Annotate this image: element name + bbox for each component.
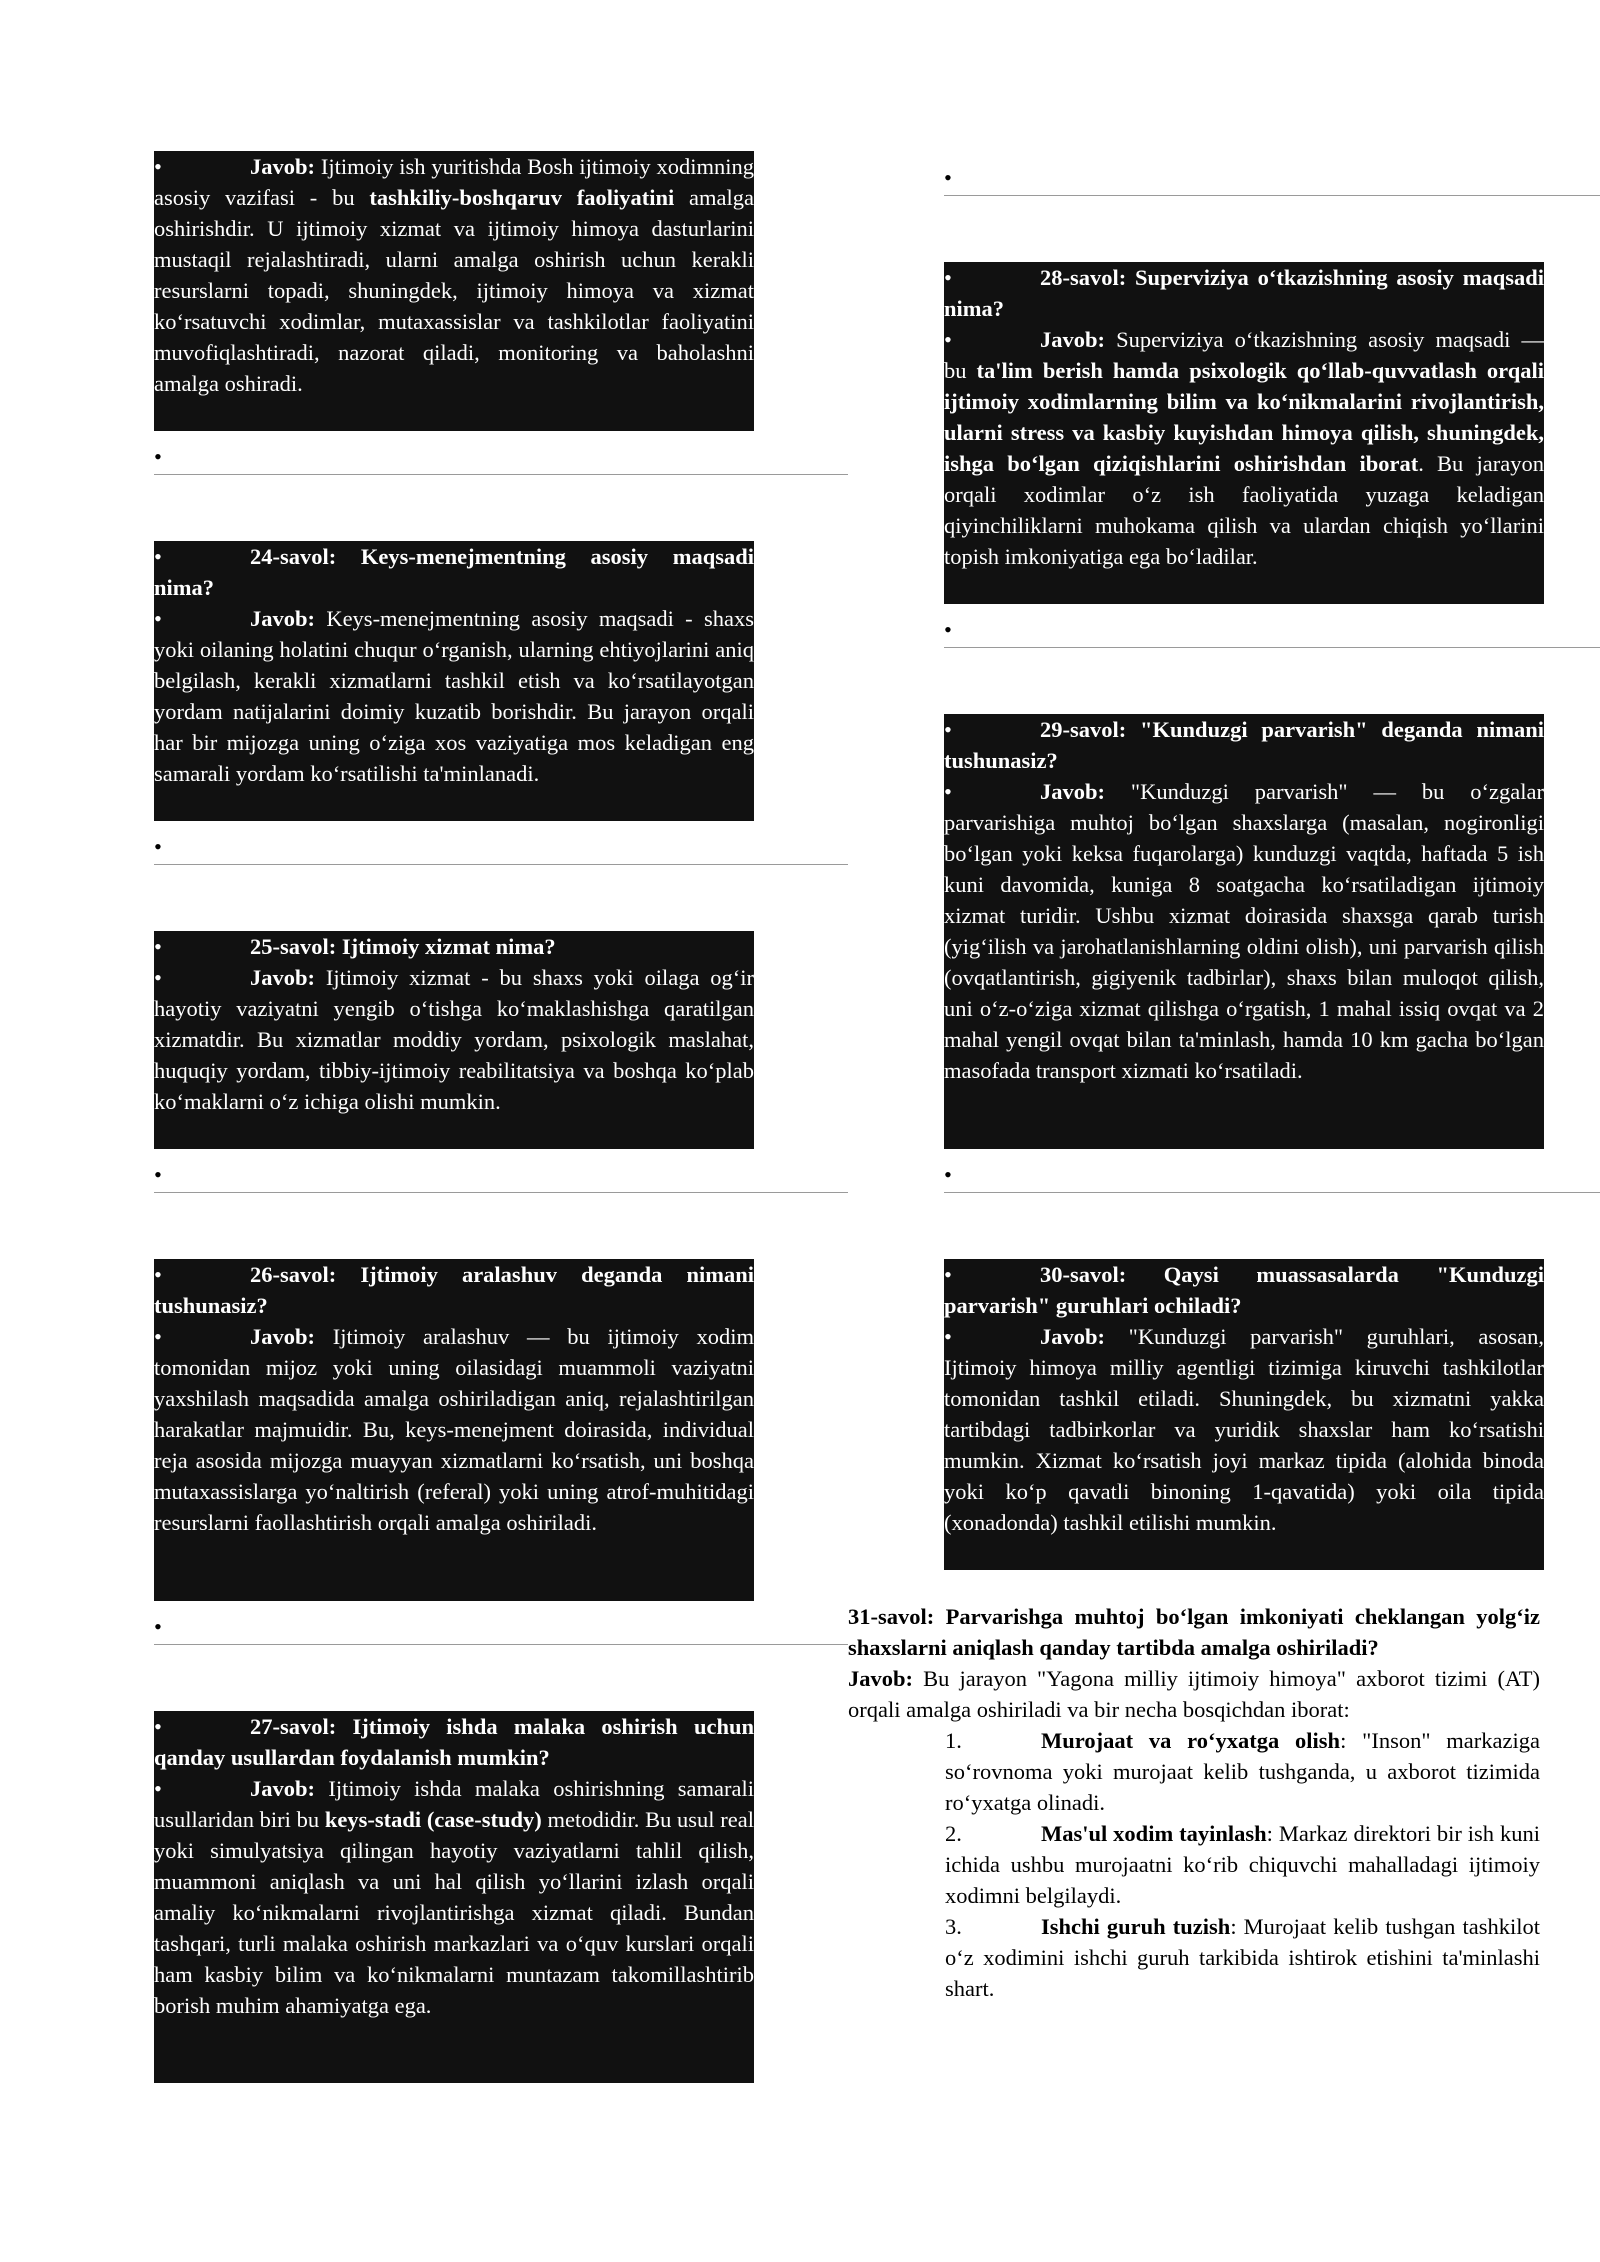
divider — [944, 1192, 1600, 1193]
list-item: 1. Murojaat va ro‘yxatga olish: "Inson" markaziga so‘rovnoma yoki murojaat kelib tushganda, u axborot tizimida ro‘yxatga olinadi. — [945, 1728, 1541, 1815]
qa-block-29 — [944, 714, 1544, 1149]
qa-block-25 — [154, 931, 754, 1149]
answer-block-23 — [154, 151, 754, 431]
answer-26: • Javob: Ijtimoiy aralashuv — bu ijtimoiy xodim tomonidan mijoz yoki uning oilasidagi muammoli vaziyatni yaxshilash maqsadida amalga oshiriladigan aniq, rejalashtirilgan harakatlar majmuidir. Bu, keys-menejment doirasida, individual reja asosida mijozga muayyan xizmatlarni ko‘rsatish, uni boshqa mutaxassislarga yo‘naltirish (referal) yoki uning atrof-muhitidagi resurslarni faollashtirish orqali amalga oshiriladi. — [154, 1324, 754, 1535]
answer-29: • Javob: "Kunduzgi parvarish" — bu o‘zgalar parvarishiga muhtoj bo‘lgan shaxslarga (masalan, nogironligi bo‘lgan yoki keksa fuqarolarga) kunduzgi vaqtda, haftada 5 ish kuni davomida, kuniga 8 soatgacha ko‘rsatiladigan ijtimoiy xizmat turidir. Ushbu xizmat doirasida shaxsga qarab turish (yig‘ilish va jarohatlanishlarning oldini olish), uni parvarish qilish (ovqatlantirish, gigiyenik tadbirlar), shaxs bilan muloqot qilish, uni o‘z-o‘ziga xizmat qilishga o‘rgatish, 1 mahal issiq ovqat va 2 mahal yengil ovqat bilan ta'minlash, hamda 10 km gacha bo‘lgan masofada transport xizmati ko‘rsatiladi. — [944, 779, 1544, 1083]
bullet-separator: • — [154, 1614, 162, 1639]
divider — [154, 1644, 848, 1645]
divider — [944, 647, 1600, 648]
question-27: • 27-savol: Ijtimoiy ishda malaka oshirish uchun qanday usullardan foydalanish mumkin? — [154, 1714, 754, 1770]
bullet-separator: • — [154, 444, 162, 469]
bullet-separator: • — [944, 1162, 952, 1187]
divider — [154, 864, 848, 865]
answer-28: • Javob: Superviziya o‘tkazishning asosiy maqsadi — bu ta'lim berish hamda psixologik qo‘llab-quvvatlash orqali ijtimoiy xodimlarning bilim va ko‘nikmalarini rivojlantirish, ularni stress va kasbiy kuyishdan himoya qilish, shuningdek, ishga bo‘lgan qiziqishlarini oshirishdan iborat. Bu jarayon orqali xodimlar o‘z ish faoliyatida yuzaga keladigan qiyinchiliklarni muhokama qilish va ulardan chiqish yo‘llarini topish imkoniyatiga ega bo‘ladilar. — [944, 327, 1544, 569]
question-25: • 25-savol: Ijtimoiy xizmat nima? — [154, 934, 556, 959]
divider — [154, 474, 848, 475]
answer-24: • Javob: Keys-menejmentning asosiy maqsadi - shaxs yoki oilaning holatini chuqur o‘rganish, ularning ehtiyojlarini aniq belgilash, kerakli xizmatlarni tashkil etish va ko‘rsatilayotgan yordam natijalarini doimiy kuzatib borishdir. Bu jarayon orqali har bir mijozga uning o‘ziga xos vaziyatiga mos keladigan eng samarali yordam ko‘rsatilishi ta'minlanadi. — [154, 606, 754, 786]
question-26: • 26-savol: Ijtimoiy aralashuv deganda nimani tushunasiz? — [154, 1262, 754, 1318]
bullet-separator: • — [944, 617, 952, 642]
list-item: 3. Ishchi guruh tuzish: Murojaat kelib tushgan tashkilot o‘z xodimini ishchi guruh tarkibida ishtirok etishini ta'minlashi shart. — [945, 1914, 1540, 2001]
question-24: • 24-savol: Keys-menejmentning asosiy maqsadi nima? — [154, 544, 754, 600]
steps-list — [848, 1725, 1540, 2004]
qa-block-24 — [154, 541, 754, 821]
question-30: • 30-savol: Qaysi muassasalarda "Kunduzgi parvarish" guruhlari ochiladi? — [944, 1262, 1544, 1318]
divider — [154, 1192, 848, 1193]
bullet-separator: • — [154, 834, 162, 859]
answer-25: • Javob: Ijtimoiy xizmat - bu shaxs yoki oilaga og‘ir hayotiy vaziyatni yengib o‘tishga ko‘maklashishga qaratilgan xizmatdir. Bu xizmatlar moddiy yordam, psixologik maslahat, huquqiy yordam, tibbiy-ijtimoiy reabilitatsiya va boshqa ko‘plab ko‘maklarni o‘z ichiga olishi mumkin. — [154, 965, 754, 1114]
bullet-separator: • — [154, 1162, 162, 1187]
answer-label: Javob: — [250, 154, 316, 179]
bullet-separator: • — [944, 165, 952, 190]
question-31: 31-savol: Parvarishga muhtoj bo‘lgan imkoniyati cheklangan yolg‘iz shaxslarni aniqlash qanday tartibda amalga oshiriladi? — [848, 1604, 1540, 1660]
qa-block-28 — [944, 262, 1544, 604]
qa-block-27 — [154, 1711, 754, 2083]
qa-block-31 — [848, 1601, 1540, 2004]
answer-23: • Javob: Ijtimoiy ish yuritishda Bosh ijtimoiy xodimning asosiy vazifasi - bu tashkiliy-boshqaruv faoliyatini amalga oshirishdir. U ijtimoiy xizmat va ijtimoiy himoya dasturlarini mustaqil rejalashtiradi, ularni amalga oshirish uchun kerakli resurslarni topadi, shuningdek, ijtimoiy himoya va xizmat ko‘rsatuvchi xodimlar, mutaxassislar va tashkilotlar faoliyatini muvofiqlashtiradi, nazorat qiladi, monitoring va baholashni amalga oshiradi. — [154, 151, 754, 399]
answer-30: • Javob: "Kunduzgi parvarish" guruhlari, asosan, Ijtimoiy himoya milliy agentligi tizimiga kiruvchi tashkilotlar tomonidan tashkil etiladi. Shuningdek, bu xizmatni yakka tartibdagi tadbirkorlar va yuridik shaxslar ham ko‘rsatishi mumkin. Xizmat ko‘rsatish joyi markaz tipida (alohida binoda yoki ko‘p qavatli binoning 1-qavatida) yoki oila tipida (xonadonda) tashkil etilishi mumkin. — [944, 1324, 1544, 1535]
answer-31: Javob: Bu jarayon "Yagona milliy ijtimoiy himoya" axborot tizimi (AT) orqali amalga oshiriladi va bir necha bosqichdan iborat: — [848, 1666, 1540, 1722]
list-item: 2. Mas'ul xodim tayinlash: Markaz direktori bir ish kuni ichida ushbu murojaatni ko‘rib chiquvchi mahalladagi ijtimoiy xodimni belgilaydi. — [945, 1821, 1540, 1908]
qa-block-30 — [944, 1259, 1544, 1570]
question-29: • 29-savol: "Kunduzgi parvarish" deganda nimani tushunasiz? — [944, 717, 1544, 773]
qa-block-26 — [154, 1259, 754, 1601]
answer-27: • Javob: Ijtimoiy ishda malaka oshirishning samarali usullaridan biri bu keys-stadi (case-study) metodidir. Bu usul real yoki simulyatsiya qilingan hayotiy vaziyatlarni tahlil qilish, muammoni aniqlash va uni hal qilish yo‘llarini izlash orqali amaliy ko‘nikmalarni rivojlantirishga xizmat qiladi. Bundan tashqari, turli malaka oshirish markazlari va o‘quv kurslari orqali ham kasbiy bilim va ko‘nikmalarni muntazam takomillashtirib borish muhim ahamiyatga ega. — [154, 1776, 754, 2018]
question-28: • 28-savol: Superviziya o‘tkazishning asosiy maqsadi nima? — [944, 265, 1544, 321]
divider — [944, 195, 1600, 196]
bullet: • — [154, 154, 162, 179]
